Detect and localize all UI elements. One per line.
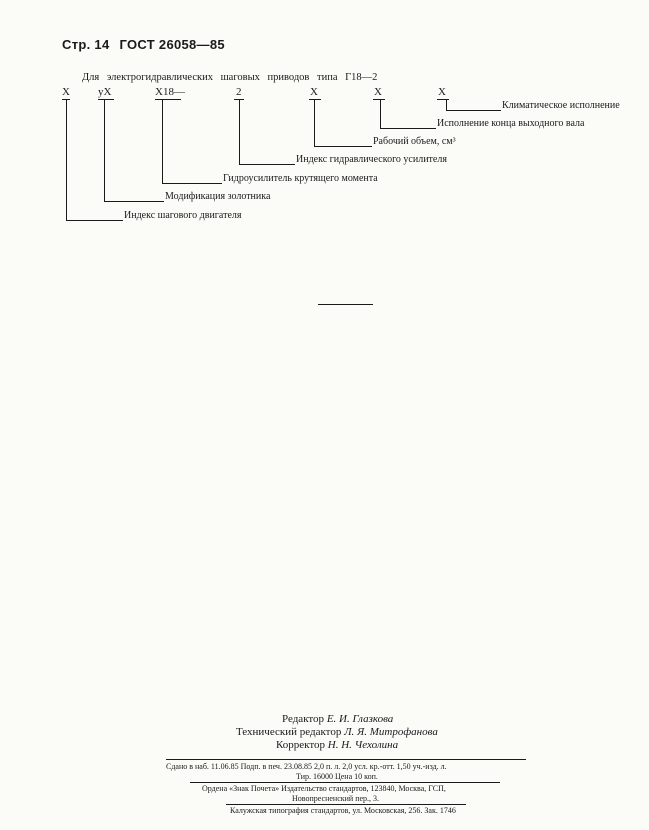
leader-vertical-2: [104, 100, 105, 201]
section-end-rule: [318, 304, 373, 305]
leader-vertical-3: [162, 100, 163, 183]
code-position-4: 2: [236, 86, 242, 98]
corrector-line: [276, 739, 398, 751]
tech-editor-line: [236, 726, 438, 738]
editor-name: Е. И. Глазкова: [326, 713, 394, 725]
code-position-3: X18—: [155, 86, 185, 98]
legend-shaft-end: Исполнение конца выходного вала: [437, 118, 585, 129]
imprint-line-4: Новопресненский пер., 3.: [292, 794, 380, 803]
imprint-bottom-rule: [226, 804, 466, 805]
leader-vertical-1: [66, 100, 67, 220]
code-position-7: X: [438, 86, 446, 98]
leader-horizontal-4: [239, 164, 295, 165]
standard-number: ГОСТ 26058—85: [119, 37, 225, 52]
editor-role: Редактор: [282, 713, 325, 725]
imprint-middle-rule: [190, 782, 500, 783]
editor-line: [282, 713, 393, 725]
corrector-name: Н. Н. Чехолина: [327, 739, 399, 751]
imprint-line-1: Сдано в наб. 11.06.85 Подп. в печ. 23.08.85 2,0 п. л. 2,0 усл. кр.-отт. 1,50 уч.-изд. л.: [166, 762, 447, 771]
tech-editor-role: Технический редактор: [236, 726, 342, 738]
legend-working-volume: Рабочий объем, см³: [373, 136, 456, 147]
code-position-2: yX: [98, 86, 112, 98]
legend-spool-modification: Модификация золотника: [165, 191, 271, 202]
code-underline-7: [437, 99, 449, 100]
code-underline-2: [98, 99, 114, 100]
leader-horizontal-3: [162, 183, 222, 184]
leader-horizontal-6: [380, 128, 436, 129]
corrector-role: Корректор: [276, 739, 326, 751]
leader-horizontal-5: [314, 146, 372, 147]
legend-stepper-motor: Индекс шагового двигателя: [124, 210, 242, 221]
leader-vertical-5: [314, 100, 315, 146]
code-underline-6: [373, 99, 385, 100]
tech-editor-name: Л. Я. Митрофанова: [344, 726, 438, 738]
legend-torque-amplifier: Гидроусилитель крутящего момента: [223, 173, 378, 184]
code-position-1: X: [62, 86, 70, 98]
legend-amplifier-index: Индекс гидравлического усилителя: [296, 154, 447, 165]
code-position-5: X: [310, 86, 318, 98]
imprint-top-rule: [166, 759, 526, 760]
code-underline-5: [309, 99, 321, 100]
leader-vertical-6: [380, 100, 381, 128]
page-number: Стр. 14: [62, 37, 110, 52]
leader-horizontal-1: [66, 220, 123, 221]
code-position-6: X: [374, 86, 382, 98]
designation-caption: Для электрогидравлических шаговых приводов типа Г18—2: [82, 72, 378, 83]
legend-climatic: Климатическое исполнение: [502, 100, 620, 111]
leader-horizontal-2: [104, 201, 164, 202]
imprint-line-3: Ордена «Знак Почета» Издательство стандартов, 123840, Москва, ГСП,: [202, 784, 446, 793]
leader-vertical-4: [239, 100, 240, 164]
leader-horizontal-7: [446, 110, 501, 111]
page-header: [62, 37, 225, 52]
imprint-line-5: Калужская типография стандартов, ул. Московская, 256. Зак. 1746: [230, 806, 456, 815]
imprint-line-2: Тир. 16000 Цена 10 коп.: [296, 772, 378, 781]
leader-vertical-7: [446, 100, 447, 110]
code-underline-3: [155, 99, 181, 100]
